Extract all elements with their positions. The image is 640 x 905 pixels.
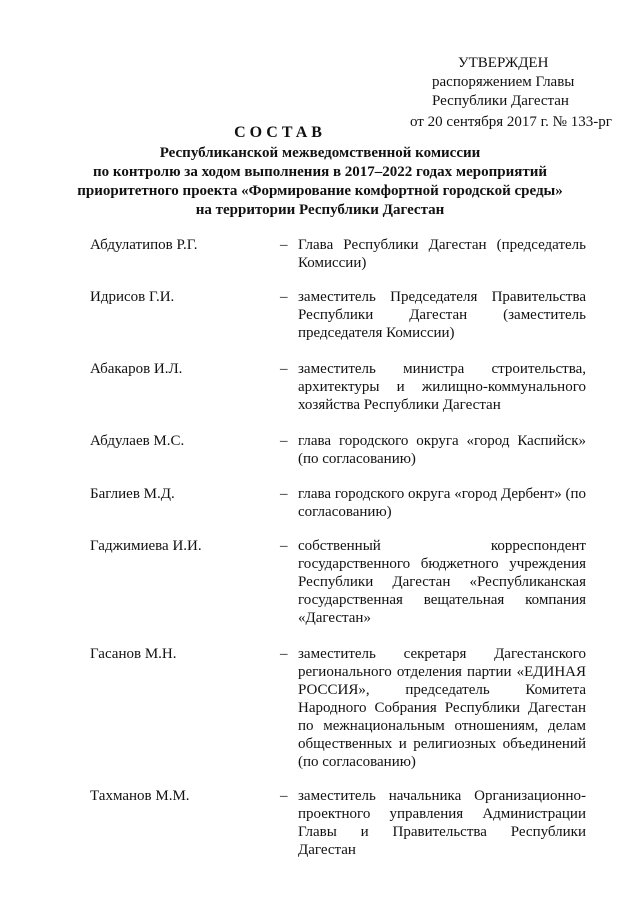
approval-line-1: распоряжением Главы — [432, 74, 575, 90]
member-list — [90, 236, 590, 859]
member-role: заместитель Председателя Правительства Республики Дагестан (заместитель председателя Комиссии) — [298, 289, 586, 341]
member-dash: – — [280, 788, 288, 804]
member-role: собственный корреспондент государственного бюджетного учреждения Республики Дагестан «Республиканская государственная вещательная компания «Дагестан» — [298, 538, 586, 626]
member-row — [90, 645, 590, 771]
member-name: Тахманов М.М. — [90, 788, 190, 804]
member-dash: – — [280, 486, 288, 502]
subtitle-line: на территории Республики Дагестан — [195, 202, 445, 218]
member-name: Абакаров И.Л. — [90, 361, 183, 377]
member-name: Гасанов М.Н. — [90, 646, 177, 662]
approval-line-2: Республики Дагестан — [432, 93, 569, 109]
member-row — [90, 288, 590, 342]
member-role: заместитель начальника Организационно-проектного управления Администрации Главы и Правительства Республики Дагестан — [298, 788, 586, 858]
member-dash: – — [280, 646, 288, 662]
member-name: Абдулатипов Р.Г. — [90, 237, 198, 253]
member-name: Абдулаев М.С. — [90, 433, 185, 449]
member-dash: – — [280, 433, 288, 449]
member-name: Идрисов Г.И. — [90, 289, 175, 305]
member-role: глава городского округа «город Каспийск» (по согласованию) — [298, 433, 586, 467]
approval-date: от 20 сентября 2017 г. № 133-рг — [410, 114, 612, 130]
member-row — [90, 537, 590, 627]
member-row — [90, 432, 590, 468]
member-role: глава городского округа «город Дербент» (по согласованию) — [298, 486, 586, 520]
member-dash: – — [280, 289, 288, 305]
member-dash: – — [280, 538, 288, 554]
approval-title: УТВЕРЖДЕН — [458, 55, 549, 71]
member-row — [90, 236, 590, 272]
member-role: заместитель секретаря Дагестанского регионального отделения партии «ЕДИНАЯ РОССИЯ», председатель Комитета Народного Собрания Республики Дагестан по межнациональным отношениям, делам общественных и религиозных объединений (по согласованию) — [298, 646, 586, 770]
member-row — [90, 360, 590, 414]
approval-stamp — [410, 54, 632, 132]
member-name: Баглиев М.Д. — [90, 486, 175, 502]
member-role: Глава Республики Дагестан (председатель Комиссии) — [298, 237, 586, 271]
subtitle-line: приоритетного проекта «Формирование комфортной городской среды» — [77, 183, 563, 199]
subtitle-line: Республиканской межведомственной комиссии — [159, 145, 481, 161]
member-role: заместитель министра строительства, архитектуры и жилищно-коммунального хозяйства Республики Дагестан — [298, 361, 586, 413]
document-subtitle — [60, 144, 580, 220]
member-dash: – — [280, 237, 288, 253]
member-dash: – — [280, 361, 288, 377]
document-title: СОСТАВ — [234, 124, 326, 141]
member-name: Гаджимиева И.И. — [90, 538, 202, 554]
subtitle-line: по контролю за ходом выполнения в 2017–2022 годах мероприятий — [92, 164, 548, 180]
member-row — [90, 485, 590, 521]
member-row — [90, 787, 590, 859]
